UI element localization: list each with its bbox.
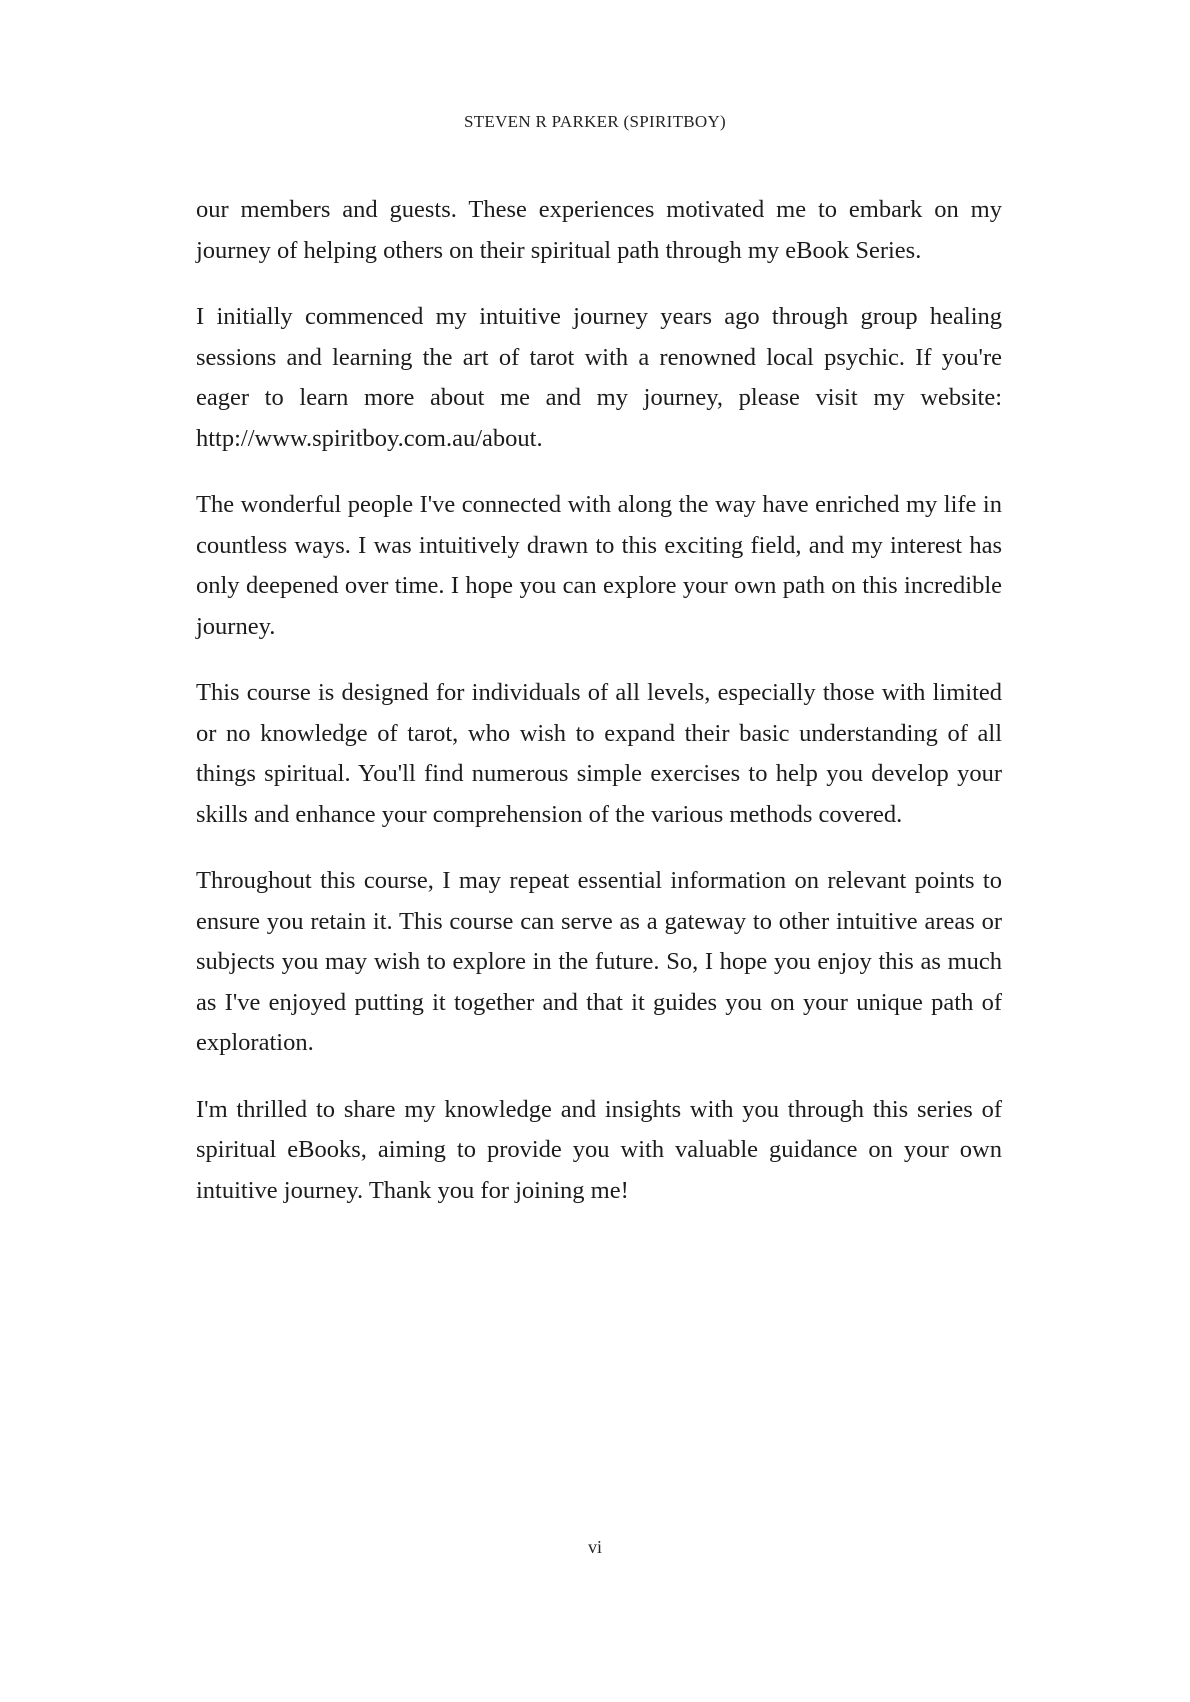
paragraph-1: our members and guests. These experiences motivated me to embark on my journey of helping others on their spiritual path through my eBook Series.: [196, 196, 1002, 264]
page-number: vi: [587, 1537, 602, 1557]
paragraph-2: I initially commenced my intuitive journey years ago through group healing sessions and learning the art of tarot with a renowned local psychic. If you're eager to learn more about me and my journey, please visit my website: http://www.spiritboy.com.au/about.: [196, 303, 1002, 452]
running-header: STEVEN R PARKER (SPIRITBOY): [463, 112, 727, 131]
paragraph-5: Throughout this course, I may repeat essential information on relevant points to ensure you retain it. This course can serve as a gateway to other intuitive areas or subjects you may wish to explore in the future. So, I hope you enjoy this as much as I've enjoyed putting it together and that it guides you on your unique path of exploration.: [196, 867, 1002, 1056]
paragraph-3: The wonderful people I've connected with along the way have enriched my life in countless ways. I was intuitively drawn to this exciting field, and my interest has only deepened over time. I hope you can explore your own path on this incredible journey.: [196, 491, 1002, 640]
paragraph-6: I'm thrilled to share my knowledge and insights with you through this series of spiritual eBooks, aiming to provide you with valuable guidance on your own intuitive journey. Thank you for joining me!: [196, 1095, 1002, 1204]
paragraph-4: This course is designed for individuals of all levels, especially those with limited or no knowledge of tarot, who wish to expand their basic understanding of all things spiritual. You'll find numerous simple exercises to help you develop your skills and enhance your comprehension of the various methods covered.: [196, 679, 1002, 828]
body-text: [196, 190, 1002, 1237]
